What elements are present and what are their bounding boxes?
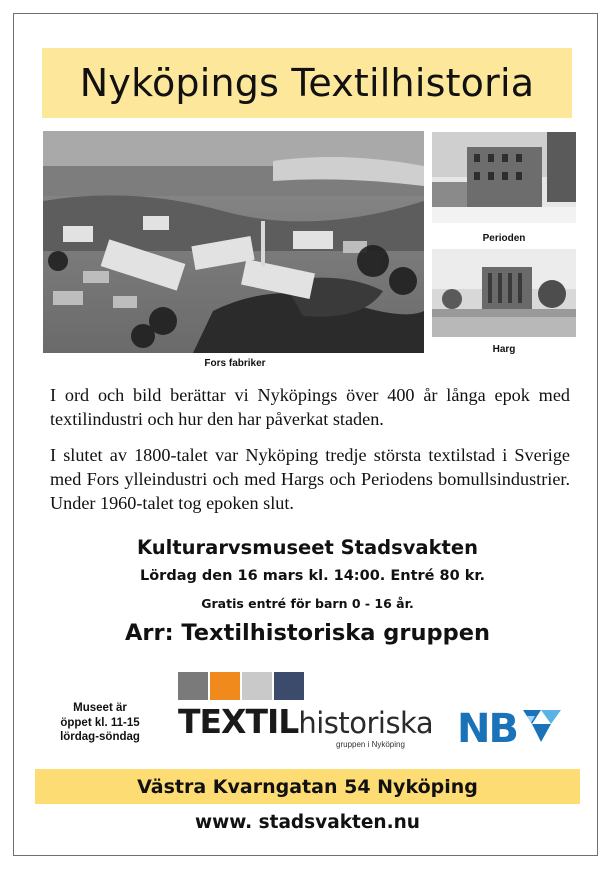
website-link[interactable]: www. stadsvakten.nu [195,812,420,833]
organizer-line: Arr: Textilhistoriska gruppen [125,620,490,646]
opening-hours-line-1: Museet är [73,702,127,714]
body-paragraph-1: I ord och bild berättar vi Nyköpings över 400 år långa epok med textilindustri och hur den har påverkat staden. [50,385,570,429]
nbv-logo-mark [457,706,567,746]
aerial-photo-image [43,131,424,353]
photo-perioden [432,132,576,223]
logo-textil: TEXTIL [178,702,299,741]
opening-hours [50,701,150,745]
logo-historiska: historiska [298,706,434,740]
svg-text:NB: NB [457,706,517,746]
textilhistoriska-logo [178,672,438,752]
logo-wordmark [178,702,433,741]
opening-hours-line-3: lördag-söndag [60,731,140,743]
logo-squares [178,672,304,700]
caption-fors-fabriker: Fors fabriker [204,358,266,369]
address-band [35,769,580,804]
perioden-photo-image [432,132,576,223]
body-paragraph-2: I slutet av 1800-talet var Nyköping tredje största textilstad i Sverige med Fors ylleindustri och med Hargs och Periodens bomullsindustrier. Under 1960-talet tog epoken slut. [50,445,570,513]
address-text: Västra Kvarngatan 54 Nyköping [137,775,478,798]
harg-photo-image [432,249,576,337]
venue-heading: Kulturarvsmuseet Stadsvakten [137,536,478,559]
logo-square-1 [178,672,208,700]
nbv-logo [457,706,567,746]
logo-square-2 [210,672,240,700]
caption-perioden: Perioden [482,233,526,244]
logo-square-3 [242,672,272,700]
page-title: Nyköpings Textilhistoria [79,61,535,105]
free-entry-line: Gratis entré för barn 0 - 16 år. [201,596,414,611]
event-date-line: Lördag den 16 mars kl. 14:00. Entré 80 kr. [139,568,485,584]
opening-hours-line-2: öppet kl. 11-15 [60,716,140,729]
caption-harg: Harg [492,344,516,355]
photo-harg [432,249,576,337]
photo-fors-fabriker [43,131,424,353]
logo-subtitle: gruppen i Nyköping [336,740,405,749]
title-band [42,48,572,118]
logo-square-4 [274,672,304,700]
